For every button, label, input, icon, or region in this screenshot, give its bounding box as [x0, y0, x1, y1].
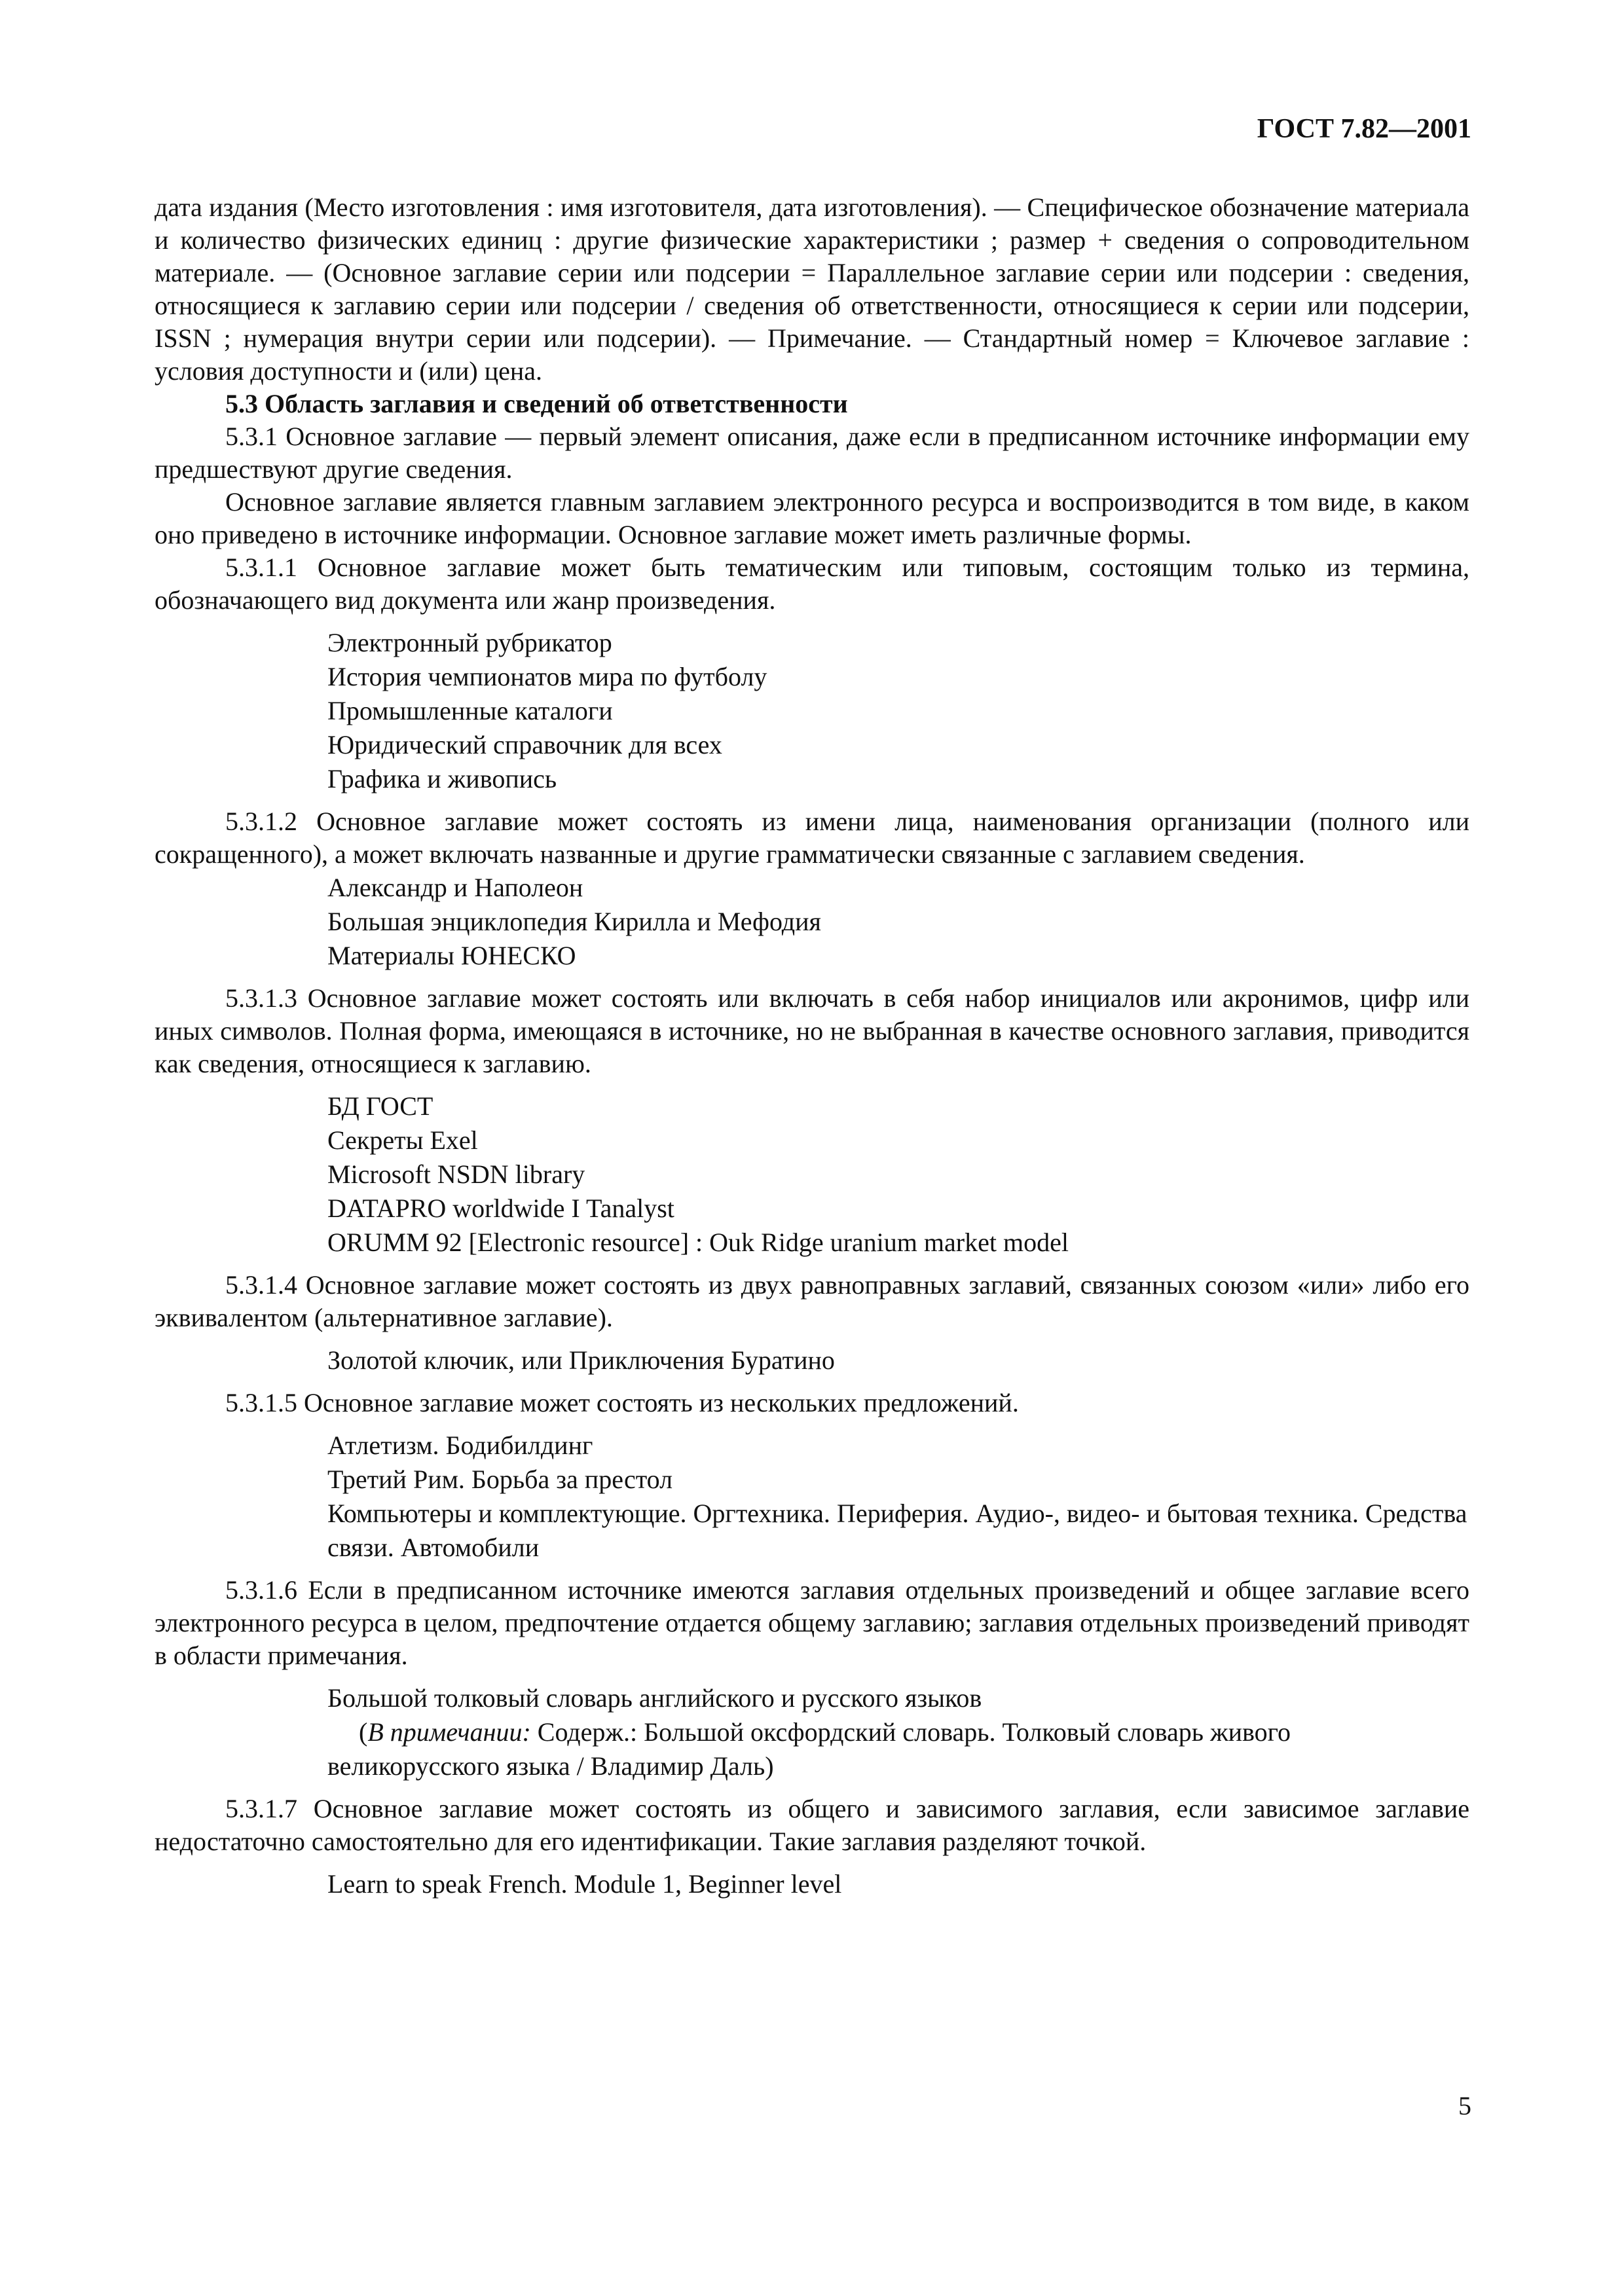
- paragraph-5-3-1-4: 5.3.1.4 Основное заглавие может состоять из двух равноправных заглавий, связанных союзом «или» либо его эквивалентом (альтернативное заглавие).: [155, 1270, 1469, 1332]
- example-item: DATAPRO worldwide I Tanalyst: [327, 1194, 674, 1223]
- examples-5-3-1-3: [155, 1089, 1469, 1260]
- example-5-3-1-6-title: Большой толковый словарь английского и русского языков: [327, 1683, 982, 1713]
- paragraph-5-3-1-3: 5.3.1.3 Основное заглавие может состоять или включать в себя набор инициалов или акронимов, цифр или иных символов. Полная форма, имеющаяся в источнике, но не выбранная в качестве основного заглавия, приводится как сведения, относящиеся к заглавию.: [155, 983, 1469, 1078]
- example-item: Секреты Exel: [327, 1125, 478, 1155]
- intro-paragraph: дата издания (Место изготовления : имя изготовителя, дата изготовления). — Специфическое обозначение материала и количество физических единиц : другие физические характеристики ; размер + сведения о сопроводительном материале. — (Основное заглавие серии или подсерии = Параллельное заглавие серии или подсерии : сведения, относящиеся к заглавию серии или подсерии / сведения об ответственности, относящиеся к серии или подсерии, ISSN ; нумерация внутри серии или подсерии). — Примечание. — Стандартный номер = Ключевое заглавие : условия доступности и (или) цена.: [155, 192, 1469, 386]
- example-item: Материалы ЮНЕСКО: [327, 941, 576, 970]
- example-item: Александр и Наполеон: [327, 873, 583, 902]
- paragraph-5-3-1-1: 5.3.1.1 Основное заглавие может быть тематическим или типовым, состоящим только из термина, обозначающего вид документа или жанр произведения.: [155, 553, 1469, 615]
- example-item: Learn to speak French. Module 1, Beginner level: [327, 1869, 842, 1899]
- example-item: Юридический справочник для всех: [327, 730, 722, 759]
- page-number: 5: [1458, 2091, 1471, 2121]
- example-item: БД ГОСТ: [327, 1091, 433, 1121]
- note-open-paren: (: [359, 1717, 368, 1747]
- note-text: Содерж.: Большой оксфордский словарь. Толковый словарь живого великорусского языка / Владимир Даль): [327, 1717, 1291, 1781]
- examples-5-3-1-7: [155, 1867, 1469, 1901]
- paragraph-5-3-1-6: 5.3.1.6 Если в предписанном источнике имеются заглавия отдельных произведений и общее заглавие всего электронного ресурса в целом, предпочтение отдается общему заглавию; заглавия отдельных произведений приводят в области примечания.: [155, 1575, 1469, 1670]
- example-item: Промышленные каталоги: [327, 696, 613, 725]
- spacer: [155, 1783, 1469, 1793]
- section-heading: 5.3 Область заглавия и сведений об ответственности: [225, 389, 848, 418]
- example-item: Атлетизм. Бодибилдинг: [327, 1430, 593, 1460]
- example-item: Большая энциклопедия Кирилла и Мефодия: [327, 907, 821, 936]
- paragraph-5-3-1-b: Основное заглавие является главным заглавием электронного ресурса и воспроизводится в том виде, в каком оно приведено в источнике информации. Основное заглавие может иметь различные формы.: [155, 487, 1469, 549]
- example-item: Золотой ключик, или Приключения Буратино: [327, 1345, 835, 1375]
- example-item: История чемпионатов мира по футболу: [327, 662, 767, 691]
- paragraph-5-3-1-7: 5.3.1.7 Основное заглавие может состоять из общего и зависимого заглавия, если зависимое заглавие недостаточно самостоятельно для его идентификации. Такие заглавия разделяют точкой.: [155, 1794, 1469, 1856]
- example-item: Графика и живопись: [327, 764, 557, 793]
- examples-5-3-1-1: [155, 626, 1469, 796]
- paragraph-5-3-1-2: 5.3.1.2 Основное заглавие может состоять из имени лица, наименования организации (полного или сокращенного), а может включать названные и другие грамматически связанные с заглавием сведения.: [155, 807, 1469, 869]
- document-body: [155, 191, 1469, 1910]
- examples-5-3-1-2: [155, 871, 1469, 973]
- note-label: В примечании:: [367, 1717, 531, 1747]
- document-code: ГОСТ 7.82—2001: [1257, 114, 1471, 144]
- examples-5-3-1-4: [155, 1343, 1469, 1377]
- example-item: Microsoft NSDN library: [327, 1159, 585, 1189]
- example-item: Электронный рубрикатор: [327, 628, 612, 657]
- spacer: [155, 1672, 1469, 1681]
- paragraph-5-3-1: 5.3.1 Основное заглавие — первый элемент описания, даже если в предписанном источнике информации ему предшествуют другие сведения.: [155, 422, 1469, 484]
- example-item: ORUMM 92 [Electronic resource] : Ouk Ridge uranium market model: [327, 1228, 1069, 1257]
- paragraph-5-3-1-5: 5.3.1.5 Основное заглавие может состоять из нескольких предложений.: [225, 1388, 1019, 1417]
- examples-5-3-1-5: [155, 1429, 1469, 1565]
- example-5-3-1-6-note: [155, 1715, 1469, 1783]
- example-item: Третий Рим. Борьба за престол: [327, 1465, 673, 1494]
- example-item: Компьютеры и комплектующие. Оргтехника. Периферия. Аудио-, видео- и бытовая техника. Средства связи. Автомобили: [327, 1499, 1467, 1562]
